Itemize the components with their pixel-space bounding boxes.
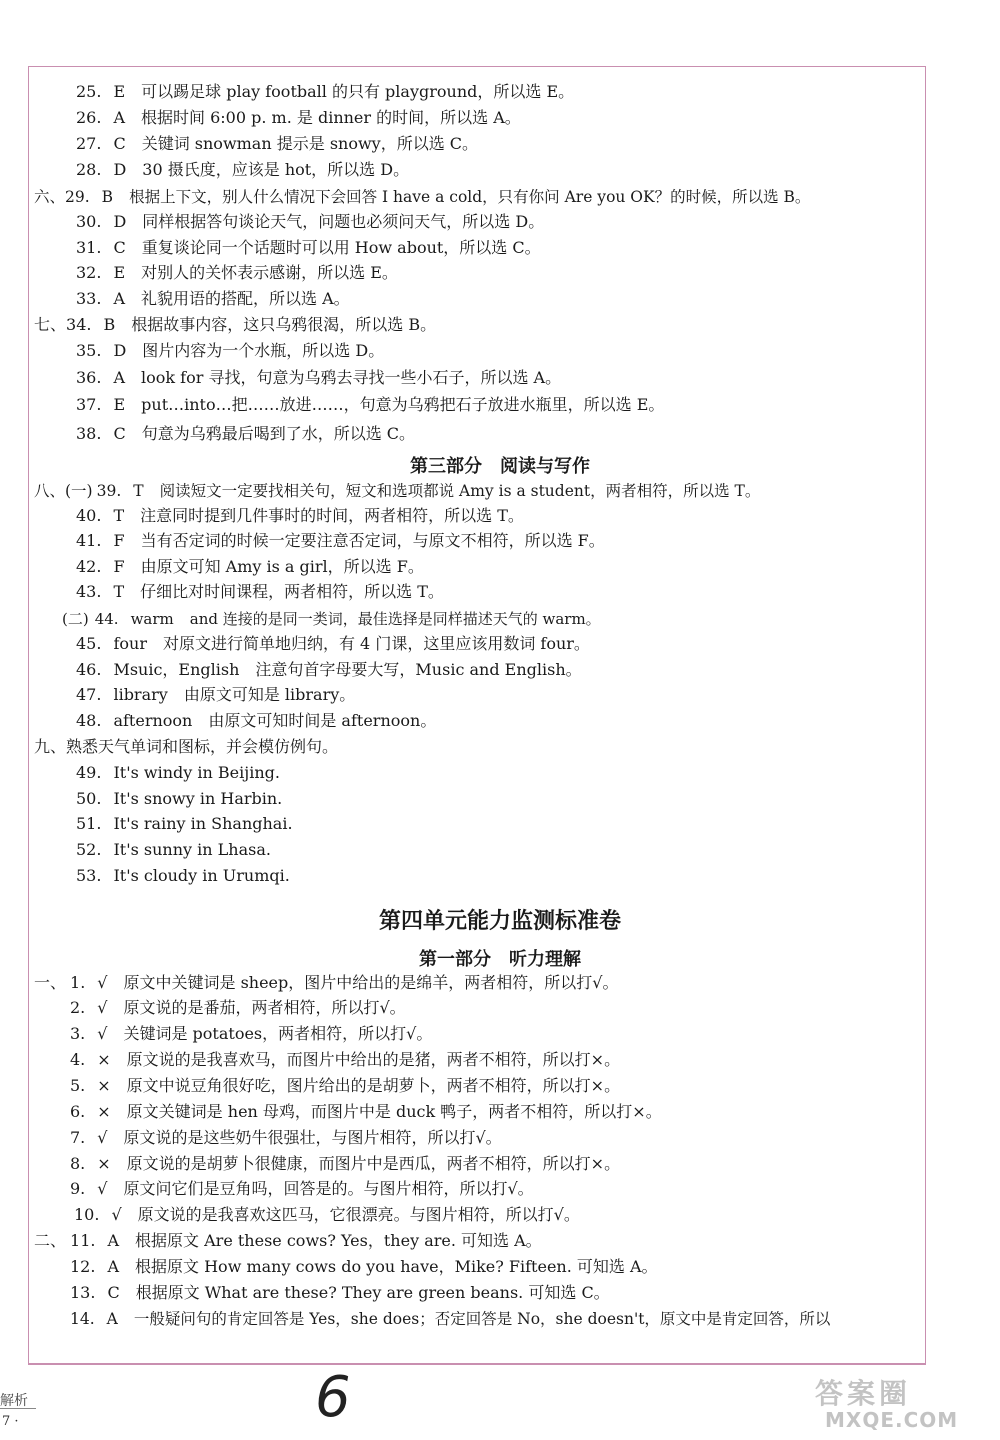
- answer-line: 35. D 图片内容为一个水瓶，所以选 D。: [76, 341, 385, 360]
- answer-line: 40. T 注意同时提到几件事时的时间，两者相符，所以选 T。: [76, 506, 524, 525]
- answer-line: 10. √ 原文说的是我喜欢这匹马，它很漂亮。与图片相符，所以打√。: [74, 1205, 580, 1224]
- answer-line: 七、34. B 根据故事内容，这只乌鸦很渴，所以选 B。: [34, 315, 437, 334]
- answer-line: 53. It's cloudy in Urumqi.: [76, 866, 290, 885]
- answer-line: 8. × 原文说的是胡萝卜很健康，而图片中是西瓜，两者不相符，所以打×。: [70, 1154, 621, 1173]
- answer-line: 41. F 当有否定词的时候一定要注意否定词，与原文不相符，所以选 F。: [76, 531, 605, 550]
- answer-line: 43. T 仔细比对时间课程，两者相符，所以选 T。: [76, 582, 444, 601]
- answer-line: 9. √ 原文问它们是豆角吗，回答是的。与图片相符，所以打√。: [70, 1179, 534, 1198]
- answer-line: 27. C 关键词 snowman 提示是 snowy，所以选 C。: [76, 134, 479, 153]
- answer-line: 52. It's sunny in Lhasa.: [76, 840, 271, 859]
- answer-line: 12. A 根据原文 How many cows do you have，Mike? Fifteen. 可知选 A。: [70, 1257, 658, 1276]
- answer-line: 30. D 同样根据答句谈论天气，问题也必须问天气，所以选 D。: [76, 212, 545, 231]
- answer-line: 28. D 30 摄氏度，应该是 hot，所以选 D。: [76, 160, 410, 179]
- answer-line: 31. C 重复谈论同一个话题时可以用 How about，所以选 C。: [76, 238, 541, 257]
- page-number: 7 ·: [2, 1414, 19, 1429]
- footer-label: 解析: [0, 1393, 28, 1409]
- answer-line: 36. A look for 寻找，句意为乌鸦去寻找一些小石子，所以选 A。: [76, 368, 562, 387]
- section-heading-listening: 第一部分 听力理解: [419, 949, 581, 970]
- answer-line: 5. × 原文中说豆角很好吃，图片给出的是胡萝卜，两者不相符，所以打×。: [70, 1076, 621, 1095]
- answer-line: 一、 1. √ 原文中关键词是 sheep，图片中给出的是绵羊，两者相符，所以打√。: [34, 973, 619, 992]
- watermark-text: 答案圈: [815, 1377, 912, 1410]
- answer-line: 4. × 原文说的是我喜欢马，而图片中给出的是猪，两者不相符，所以打×。: [70, 1050, 621, 1069]
- answer-line: 45. four 对原文进行简单地归纳，有 4 门课，这里应该用数词 four。: [76, 634, 590, 653]
- answer-line: 51. It's rainy in Shanghai.: [76, 814, 293, 833]
- answer-line: 46. Msuic，English 注意句首字母要大写，Music and English。: [76, 660, 582, 679]
- answer-line: 42. F 由原文可知 Amy is a girl，所以选 F。: [76, 557, 424, 576]
- section-intro: 九、熟悉天气单词和图标，并会模仿例句。: [34, 737, 339, 756]
- answer-line: 14. A 一般疑问句的肯定回答是 Yes，she does；否定回答是 No，she doesn't，原文中是肯定回答，所以: [70, 1310, 831, 1328]
- handwritten-mark: 6: [315, 1365, 351, 1430]
- answer-line: 32. E 对别人的关怀表示感谢，所以选 E。: [76, 263, 398, 282]
- answer-line: 49. It's windy in Beijing.: [76, 763, 280, 782]
- watermark-logo: [805, 1372, 990, 1434]
- answer-line: 48. afternoon 由原文可知时间是 afternoon。: [76, 711, 437, 730]
- answer-line: 50. It's snowy in Harbin.: [76, 789, 283, 808]
- answer-line: 47. library 由原文可知是 library。: [76, 685, 356, 704]
- answer-line: 38. C 句意为乌鸦最后喝到了水，所以选 C。: [76, 424, 416, 443]
- answer-line: 3. √ 关键词是 potatoes，两者相符，所以打√。: [70, 1024, 433, 1043]
- answer-line: 33. A 礼貌用语的搭配，所以选 A。: [76, 289, 350, 308]
- answer-line: 六、29. B 根据上下文，别人什么情况下会回答 I have a cold，只有你问 Are you OK？的时候，所以选 B。: [34, 188, 811, 206]
- answer-line: 二、 11. A 根据原文 Are these cows? Yes，they are. 可知选 A。: [34, 1231, 542, 1250]
- watermark-url: MXQE.COM: [825, 1408, 959, 1432]
- answer-line: 八、(一) 39. T 阅读短文一定要找相关句，短文和选项都说 Amy is a student，两者相符，所以选 T。: [34, 482, 761, 500]
- answer-line: 2. √ 原文说的是番茄，两者相符，所以打√。: [70, 998, 406, 1017]
- answer-line: 25. E 可以踢足球 play football 的只有 playground，所以选 E。: [76, 82, 575, 101]
- answer-line: 7. √ 原文说的是这些奶牛很强壮，与图片相符，所以打√。: [70, 1128, 502, 1147]
- footer-rule: [0, 1408, 36, 1409]
- answer-line: 37. E put…into…把……放进……，句意为乌鸦把石子放进水瓶里，所以选 E。: [76, 395, 665, 414]
- unit-title: 第四单元能力监测标准卷: [378, 909, 621, 934]
- answer-line: 13. C 根据原文 What are these? They are green beans. 可知选 C。: [70, 1283, 610, 1302]
- answer-line: 26. A 根据时间 6:00 p. m. 是 dinner 的时间，所以选 A。: [76, 108, 521, 127]
- section-heading-reading-writing: 第三部分 阅读与写作: [410, 456, 590, 477]
- answer-line: (二) 44. warm and 连接的是同一类词，最佳选择是同样描述天气的 warm。: [62, 610, 601, 628]
- answer-line: 6. × 原文关键词是 hen 母鸡，而图片中是 duck 鸭子，两者不相符，所以打×。: [70, 1102, 662, 1121]
